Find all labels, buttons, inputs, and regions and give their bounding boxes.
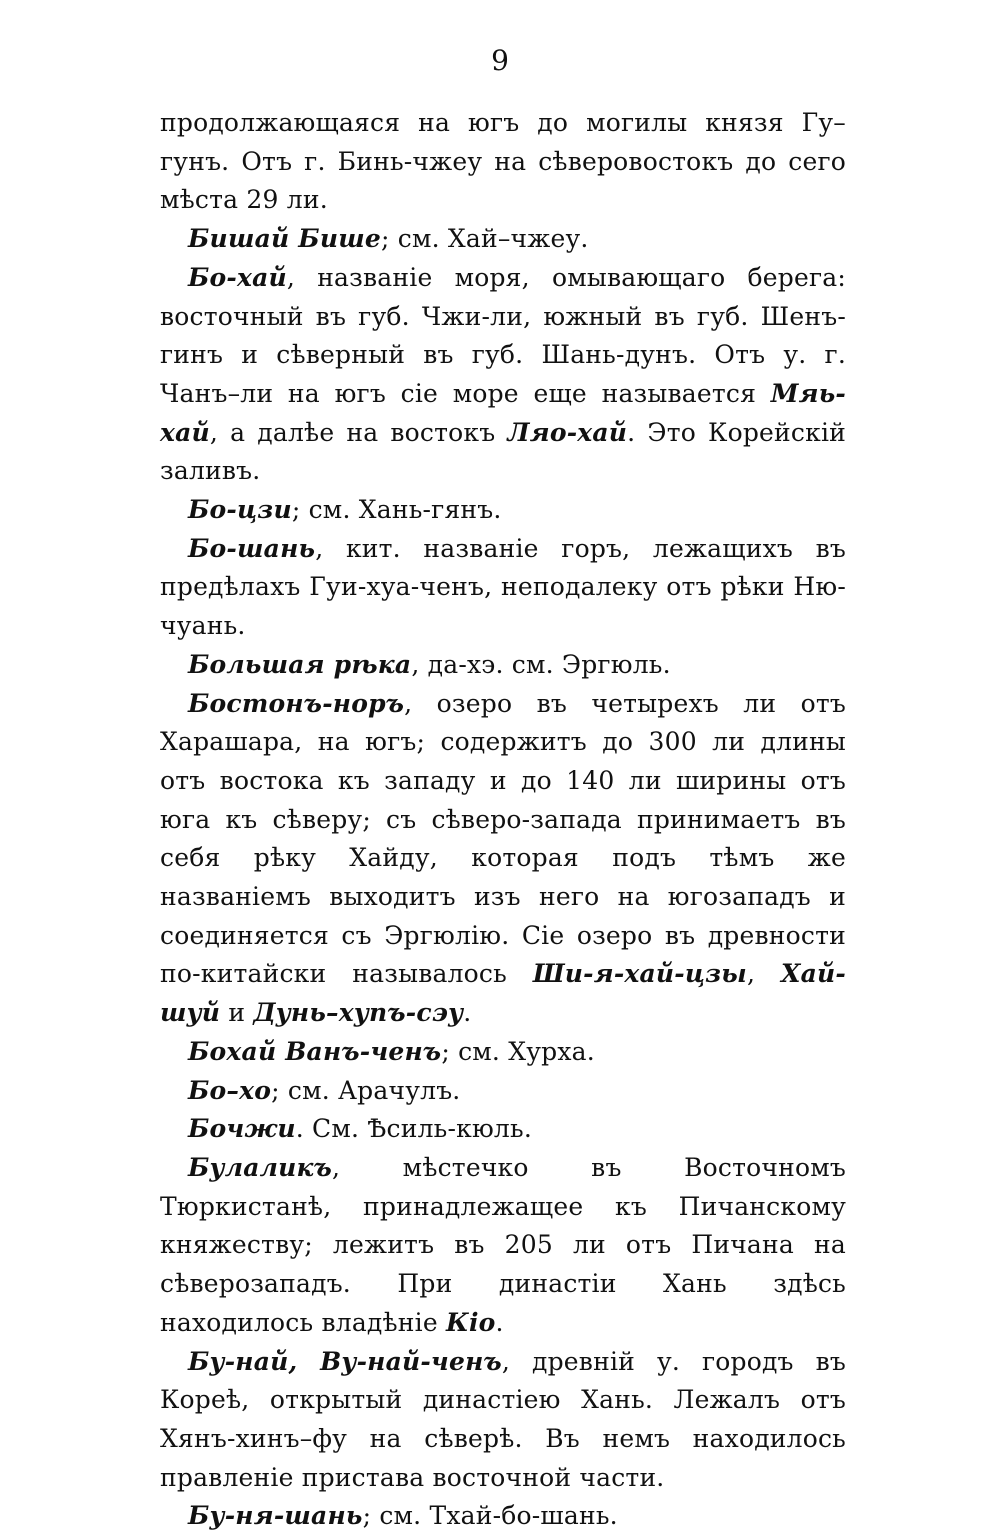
entry-bolshaya-reka: Большая рѣка, да-хэ. см. Эргюль. xyxy=(188,649,671,679)
headword: Бишай Бише xyxy=(188,224,381,254)
alt-name: Дунь–хупъ-сэу xyxy=(253,998,464,1028)
entry-continuation: продолжающаяся на югъ до могилы князя Гу–гунъ. Отъ г. Бинь-чжеу на сѣверовостокъ до сего мѣста 29 ли. xyxy=(160,108,846,215)
entry-bo-czi: Бо-цзи; см. Хань-гянъ. xyxy=(188,495,502,525)
headword: Бо-хай xyxy=(188,262,287,292)
entry-bohai-van-chen: Бохай Ванъ-ченъ; см. Хурха. xyxy=(188,1036,595,1066)
alt-name: Ляо-хай xyxy=(507,417,628,447)
headword: Бу-най, Ву-най-ченъ xyxy=(188,1346,502,1376)
headword: Булаликъ xyxy=(188,1152,332,1182)
headword: Бо-цзи xyxy=(188,495,292,525)
alt-name: Ши-я-хай-цзы xyxy=(532,959,747,989)
entry-bishai: Бишай Бише; см. Хай–чжеу. xyxy=(188,224,589,254)
headword: Большая рѣка xyxy=(188,649,412,679)
entry-bochzhi: Бочжи. См. Ѣсиль-кюль. xyxy=(188,1114,532,1144)
entry-boston-nor: Бостонъ-норъ, озеро въ четырехъ ли отъ Харашара, на югъ; содержитъ до 300 ли длины отъ востока къ западу и до 140 ли ширины отъ юга къ сѣверу; съ сѣверо-запада принимаетъ въ себя рѣку Хайду, которая подъ тѣмъ же названіемъ выходитъ изъ него на югозападъ и соединяется съ Эргюлію. Сіе озеро въ древности по-китайски называлось Ши-я-хай-цзы, Хай-шуй и Дунь–хупъ-сэу. xyxy=(160,688,846,1028)
headword: Бу-ня-шань xyxy=(188,1501,363,1531)
alt-name: Кіо xyxy=(446,1307,496,1337)
entry-bu-nya-shan: Бу-ня-шань; см. Тхай-бо-шань. xyxy=(188,1501,618,1531)
entry-bu-nai: Бу-най, Ву-най-ченъ, древній у. городъ въ Кореѣ, открытый династіею Хань. Лежалъ отъ Хянъ-хинъ–фу на сѣверѣ. Въ немъ находилось правленіе пристава восточной части. xyxy=(160,1346,846,1492)
alt-name: Мяь- хай xyxy=(160,378,846,447)
headword: Бо-шань xyxy=(188,533,316,563)
headword: Бо–хо xyxy=(188,1075,272,1105)
entry-bo-hai: Бо-хай, названіе моря, омывающаго берега: восточный въ губ. Чжи-ли, южный въ губ. Шенъ-гинъ и сѣверный въ губ. Шань-дунъ. Отъ у. г. Чанъ–ли на югъ сіе море еще называется Мяь- хай, а далѣе на востокъ Ляо-хай. Это Корейскій заливъ. xyxy=(160,262,846,486)
alt-name: Хай-шуй xyxy=(160,959,846,1028)
headword: Бостонъ-норъ xyxy=(188,688,405,718)
headword: Бохай Ванъ-ченъ xyxy=(188,1036,442,1066)
page-number: 9 xyxy=(491,44,509,77)
page-body xyxy=(160,104,846,1536)
entry-bo-ho: Бо–хо; см. Арачулъ. xyxy=(188,1075,461,1105)
entry-bo-shan: Бо-шань, кит. названіе горъ, лежащихъ въ предѣлахъ Гуи-хуа-ченъ, неподалеку отъ рѣки Ню-чуань. xyxy=(160,533,846,641)
entry-bulalik: Булаликъ, мѣстечко въ Восточномъ Тюркистанѣ, принадлежащее къ Пичанскому княжеству; лежитъ въ 205 ли отъ Пичана на сѣверозападъ. При династіи Хань здѣсь находилось владѣніе Кіо. xyxy=(160,1152,846,1337)
headword: Бочжи xyxy=(188,1114,296,1144)
